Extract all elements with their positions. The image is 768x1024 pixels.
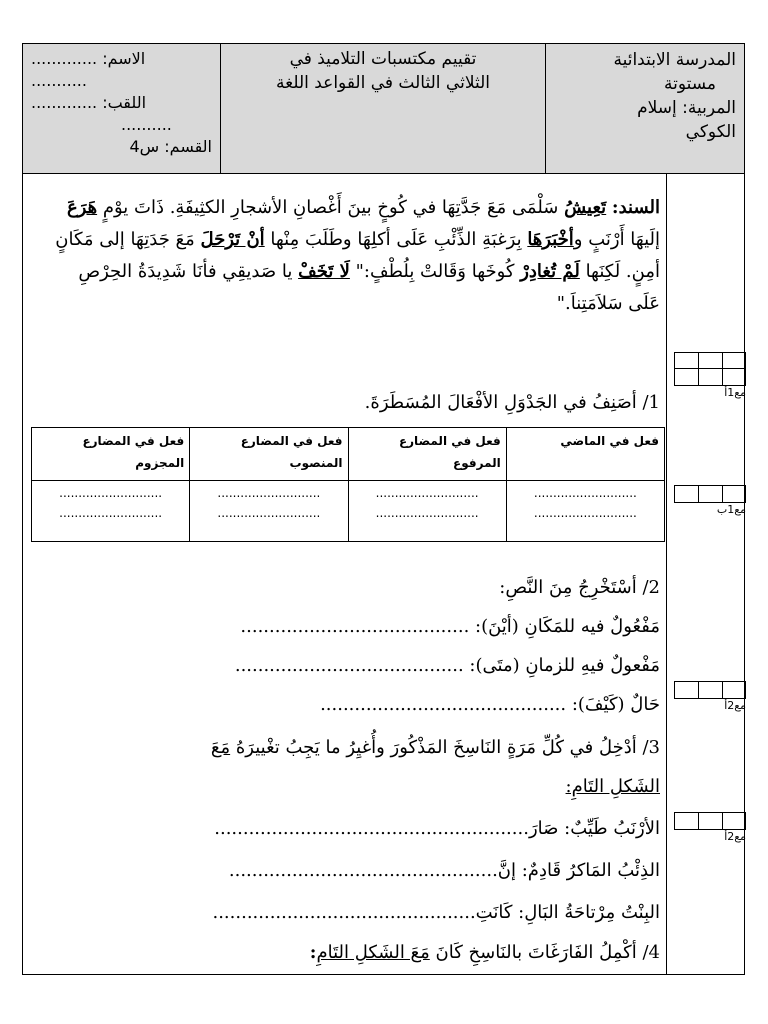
q3-subtitle-text: الشَكلِ التَامِ: bbox=[565, 776, 660, 797]
underlined-verb-5: لَمْ تُغادِرْ bbox=[520, 261, 580, 282]
school-name: المدرسة الابتدائية bbox=[613, 50, 736, 70]
passage-label: السند: bbox=[611, 197, 660, 218]
underlined-verb-3: أخْبَرَهَا bbox=[527, 229, 574, 250]
q2-state-line[interactable]: حَالٌ (كَيْفَ): ........................................... bbox=[320, 694, 660, 715]
class-label: القسم: س4 bbox=[129, 137, 212, 156]
score-box-2a bbox=[674, 681, 746, 712]
q4-text: 4/ أكْمِلُ الفَارَغَاتَ بالنَاسِخِ كَانَ bbox=[429, 942, 660, 963]
question-3 bbox=[20, 732, 660, 764]
col-present-subjunctive: فعل في المضارع المنصوب bbox=[190, 428, 348, 481]
surname-field-cont[interactable]: .......... bbox=[121, 115, 172, 134]
question-1: 1/ أصَنِفُ في الجَدْوَلِ الأفْعَالَ المُسَطَرَةَ. bbox=[364, 392, 660, 413]
q2-time-line[interactable]: مَفْعولٌ فيهِ للزمانِ (متَى): ........................................ bbox=[234, 655, 660, 676]
q2-place-line[interactable]: مَفْعُولٌ فيه للمَكَانِ (أيْنَ): ........................................ bbox=[240, 616, 660, 637]
score-grid-2a[interactable] bbox=[674, 681, 746, 699]
q4-colon: : bbox=[309, 942, 317, 963]
answer-cell-past[interactable]: ........................... ........................... bbox=[506, 481, 664, 542]
school-cell bbox=[545, 44, 744, 173]
score-box-3 bbox=[674, 812, 746, 843]
passage-text-5: كُوخَها وَقَالتْ بِلُطْفٍ:" bbox=[349, 261, 521, 282]
school-town: مستوتة bbox=[663, 74, 716, 94]
table-header-row bbox=[32, 428, 665, 481]
score-box-1a bbox=[674, 352, 746, 399]
passage bbox=[50, 192, 660, 320]
question-2: 2/ أسْتَخْرِجُ مِنَ النَّصِ: bbox=[499, 577, 660, 598]
passage-text-6: يا صَديقِي فأنَا شَدِيدَةُ الحِرْصِ عَلَى سَلاَمَتِناَ." bbox=[78, 261, 660, 314]
exam-sheet bbox=[22, 43, 745, 975]
col-past: فعل في الماضي bbox=[506, 428, 664, 481]
verb-classification-table bbox=[31, 427, 665, 542]
passage-text-3: بِرَغبَةِ الذِّئْبِ عَلَى أكلِهَا وطَلَبَ مِنْها bbox=[264, 229, 528, 250]
q3-line-1[interactable]: الأرْنَبُ طَيِّبٌ: صَارَ....................................................... bbox=[214, 818, 660, 839]
score-box-1b bbox=[674, 485, 746, 516]
surname-field[interactable]: ............. :اللقب bbox=[31, 93, 147, 112]
student-info-cell bbox=[23, 44, 220, 173]
score-grid-1b[interactable] bbox=[674, 485, 746, 503]
q4-text-underlined: مَعَ الشَكلِ التَامِ bbox=[316, 942, 430, 963]
exam-title-cell bbox=[220, 44, 545, 173]
name-field[interactable]: ............. :الاسم bbox=[31, 49, 146, 68]
col-present-jussive: فعل في المضارع المجزوم bbox=[32, 428, 190, 481]
q3-subtitle bbox=[20, 771, 660, 803]
score-label-3: مع2أ bbox=[724, 830, 746, 843]
passage-text-4: مَعَ جَدَتِهَا إلى مَكَانٍ أمِنٍ. لَكِنَها bbox=[55, 229, 660, 282]
score-label-1b: مع1ب bbox=[716, 503, 746, 516]
q3-text: 3/ أدْخِلُ في كُلِّ مَرَةٍ النَاسِخَ المَذْكُورَ وأُغيِرُ ما يَجِبُ تغْييرَهُ bbox=[230, 737, 660, 758]
passage-text-1: سَلْمَى مَعَ جَدَّتِهَا في كُوخٍ بينَ أَغْصانِ الأشجارِ الكثِيفَةِ. ذَاتَ يوْمٍ bbox=[97, 197, 565, 218]
name-field-cont[interactable]: ........... bbox=[31, 71, 87, 90]
underlined-verb-2: هَرَعَ bbox=[66, 197, 98, 218]
underlined-verb-4: أنْ تَرْحَلَ bbox=[200, 229, 265, 250]
answer-cell-jussive[interactable]: ........................... ........................... bbox=[32, 481, 190, 542]
exam-title-line2: الثلاثي الثالث في القواعد اللغة bbox=[276, 73, 490, 93]
exam-title-line1: تقييم مكتسبات التلاميذ في bbox=[289, 49, 477, 69]
score-column-divider bbox=[666, 173, 667, 974]
teacher-surname: الكوكي bbox=[685, 122, 736, 142]
q3-line-2[interactable]: الذِئْبُ المَاكرُ قَادِمٌ: إنَّ............................................... bbox=[228, 860, 660, 881]
score-label-1a: مع1أ bbox=[724, 386, 746, 399]
underlined-verb-1: تَعِيشُ bbox=[564, 197, 607, 218]
passage-text-2: إلَيهَا أَرْنَبٍ و bbox=[573, 229, 660, 250]
question-4 bbox=[20, 937, 660, 969]
teacher-name: المربية: إسلام bbox=[637, 98, 736, 118]
answer-cell-subjunctive[interactable]: ........................... ........................... bbox=[190, 481, 348, 542]
underlined-verb-6: لَا تَخَفْ bbox=[298, 261, 350, 282]
q3-text-underlined: مَعَ bbox=[210, 737, 231, 758]
answer-cell-indicative[interactable]: ........................... ........................... bbox=[348, 481, 506, 542]
score-grid-3[interactable] bbox=[674, 812, 746, 830]
col-present-indicative: فعل في المضارع المرفوع bbox=[348, 428, 506, 481]
header-band bbox=[23, 44, 744, 174]
q3-line-3[interactable]: البِنْتُ مِرْتاحَةُ البَالِ: كَانَتِ.............................................. bbox=[212, 902, 660, 923]
table-answer-row bbox=[32, 481, 665, 542]
score-label-2a: مع2أ bbox=[724, 699, 746, 712]
score-grid-1a[interactable] bbox=[674, 352, 746, 386]
